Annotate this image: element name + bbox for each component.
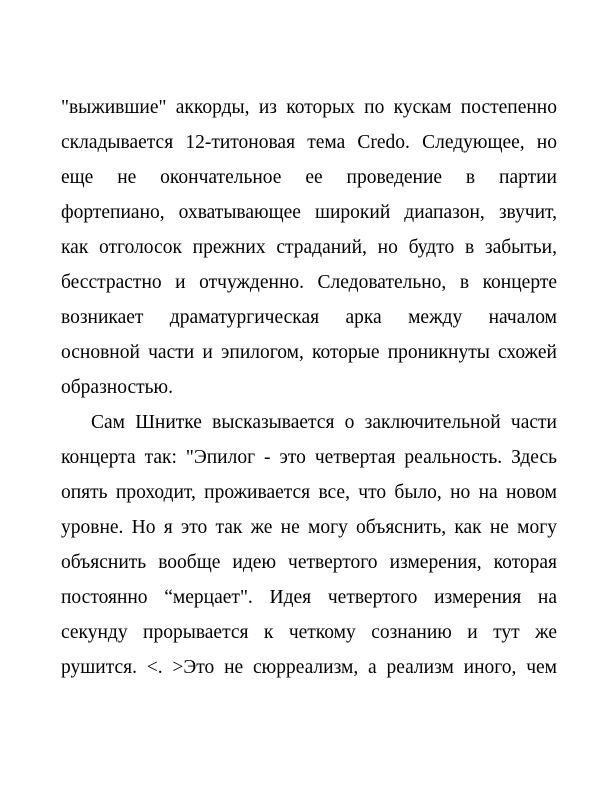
text-line: секунду прорывается к четкому сознанию и тут же	[61, 622, 557, 643]
text-line: уровне. Но я это так же не могу объяснить, как не могу	[61, 517, 557, 538]
text-line: образностью.	[61, 377, 173, 398]
text-line: опять проходит, проживается все, что было, но на новом	[61, 482, 557, 503]
text-line: Сам Шнитке высказывается о заключительной части	[91, 412, 557, 433]
paragraph-1	[61, 90, 557, 405]
text-line: складывается 12-титоновая тема Credo. Следующее, но	[61, 132, 557, 153]
text-line: объяснить вообще идею четвертого измерения, которая	[61, 552, 557, 573]
body-text	[61, 90, 557, 685]
text-line: фортепиано, охватывающее широкий диапазон, звучит,	[61, 202, 557, 223]
text-line: основной части и эпилогом, которые проникнуты схожей	[61, 342, 557, 363]
text-line: бесстрастно и отчужденно. Следовательно, в концерте	[61, 272, 557, 293]
text-line: еще не окончательное ее проведение в партии	[61, 167, 557, 188]
text-line: концерта так: "Эпилог - это четвертая реальность. Здесь	[61, 447, 557, 468]
text-line: "выжившие" аккорды, из которых по кускам постепенно	[61, 97, 557, 118]
text-line: рушится. <. >Это не сюрреализм, а реализм иного, чем	[61, 657, 557, 678]
text-line: постоянно “мерцает". Идея четвертого измерения на	[61, 587, 557, 608]
paragraph-2	[61, 405, 557, 685]
text-line: возникает драматургическая арка между началом	[61, 307, 557, 328]
text-line: как отголосок прежних страданий, но будто в забытьи,	[61, 237, 557, 258]
